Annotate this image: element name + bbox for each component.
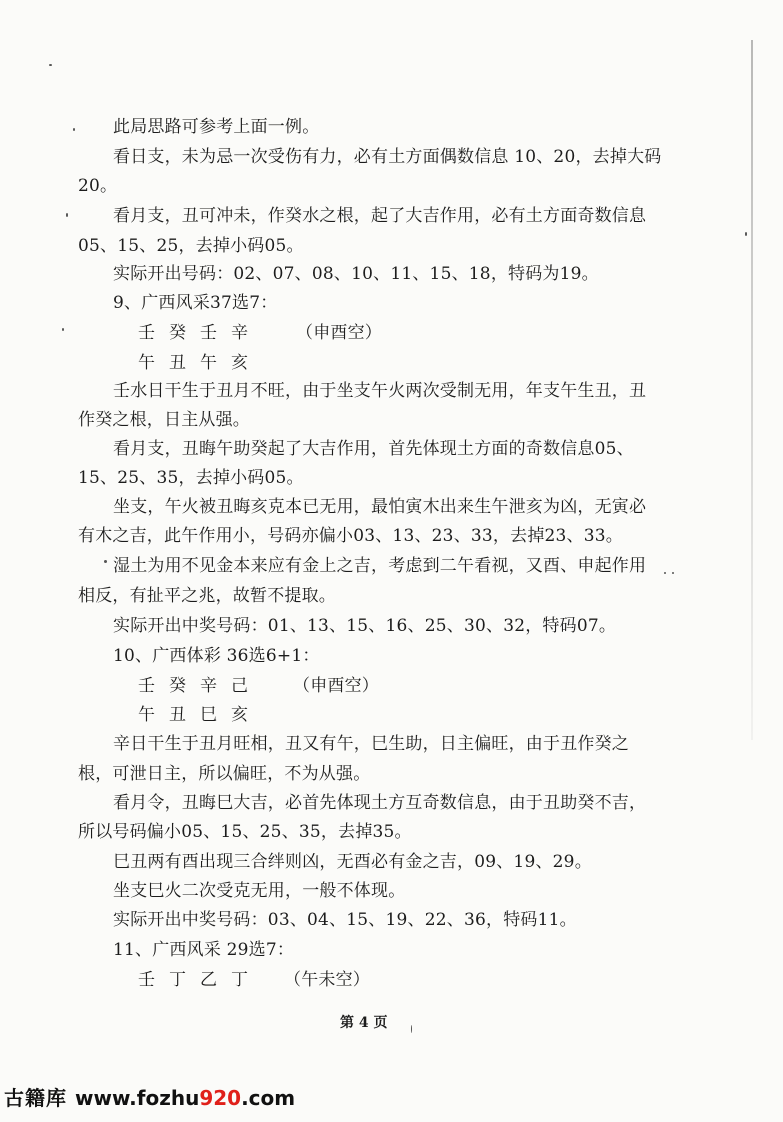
scan-speck bbox=[745, 232, 747, 236]
page-number: 第 4 页 bbox=[340, 1015, 388, 1031]
text-line: 坐支，午火被丑晦亥克本已无用，最怕寅木出来生午泄亥为凶，无寅必 bbox=[113, 497, 647, 517]
text-line: 05、15、25，去掉小码05。 bbox=[78, 236, 304, 256]
void-branches: （申酉空） bbox=[296, 323, 382, 343]
text-line: 此局思路可参考上面一例。 bbox=[113, 117, 320, 137]
void-branches: （午未空） bbox=[284, 970, 370, 990]
text-line: 有木之吉，此午作用小，号码亦偏小03、13、23、33，去掉23、33。 bbox=[78, 526, 623, 546]
text-line: 根，可泄日主，所以偏旺，不为从强。 bbox=[78, 764, 371, 784]
text-line: 巳丑两有酉出现三合绊则凶，无酉必有金之吉，09、19、29。 bbox=[113, 852, 592, 872]
ganzhi-stems bbox=[138, 969, 262, 991]
text-line: 壬水日干生于丑月不旺，由于坐支午火两次受制无用，年支午生丑，丑 bbox=[113, 381, 647, 401]
ganzhi-stems bbox=[138, 675, 262, 697]
text-line: 湿土为用不见金本来应有金上之吉，考虑到二午看视，又酉、申起作用 bbox=[113, 556, 647, 576]
text-line: 看月令，丑晦巳大吉，必首先体现土方互奇数信息，由于丑助癸不吉， bbox=[113, 793, 647, 813]
heavenly-stems: 壬丁乙丁 bbox=[138, 970, 262, 990]
heavenly-stems: 壬癸壬辛 bbox=[138, 323, 262, 343]
section-heading: 11、广西风采 29选7： bbox=[113, 940, 295, 960]
void-branches: （申酉空） bbox=[293, 676, 379, 696]
scan-speck bbox=[66, 213, 68, 217]
text-line: 看月支，丑晦午助癸起了大吉作用，首先体现土方面的奇数信息05、 bbox=[113, 439, 634, 459]
scan-speck bbox=[62, 328, 64, 331]
text-line: 坐支巳火二次受克无用，一般不体现。 bbox=[113, 881, 406, 901]
scan-speck bbox=[672, 572, 674, 574]
footer-domain: fozhu bbox=[136, 1086, 200, 1110]
heavenly-stems: 壬癸辛己 bbox=[138, 676, 262, 696]
text-line: 实际开出号码：02、07、08、10、11、15、18，特码为19。 bbox=[113, 264, 599, 284]
text-line: 实际开出中奖号码：03、04、15、19、22、36，特码11。 bbox=[113, 910, 577, 930]
scan-speck bbox=[104, 560, 107, 563]
text-line: 实际开出中奖号码：01、13、15、16、25、30、32，特码07。 bbox=[113, 616, 617, 636]
text-line: 作癸之根，日主从强。 bbox=[78, 410, 250, 430]
footer-tld: .com bbox=[241, 1086, 296, 1110]
text-line: 辛日干生于丑月旺相，丑又有午，巳生助，日主偏旺，由于丑作癸之 bbox=[113, 734, 629, 754]
section-heading: 9、广西风采37选7： bbox=[113, 293, 278, 313]
text-line: 20。 bbox=[78, 176, 118, 196]
site-footer bbox=[4, 1082, 295, 1111]
scan-speck bbox=[664, 572, 666, 574]
footer-number: 920 bbox=[199, 1086, 242, 1110]
footer-www: www. bbox=[75, 1086, 137, 1110]
text-line: 看月支，丑可冲未，作癸水之根，起了大吉作用，必有土方面奇数信息 bbox=[113, 206, 647, 226]
text-line: 相反，有扯平之兆，故暂不提取。 bbox=[78, 586, 336, 606]
scan-speck bbox=[49, 64, 52, 66]
text-line: 15、25、35，去掉小码05。 bbox=[78, 468, 304, 488]
earthly-branches: 午丑巳亥 bbox=[138, 705, 262, 725]
section-heading: 10、广西体彩 36选6+1： bbox=[113, 646, 320, 666]
ganzhi-branches bbox=[138, 352, 262, 374]
text-line: 所以号码偏小05、15、25、35，去掉35。 bbox=[78, 822, 412, 842]
scan-speck bbox=[411, 1025, 412, 1033]
ganzhi-branches bbox=[138, 704, 262, 726]
text-line: 看日支，未为忌一次受伤有力，必有土方面偶数信息 10、20，去掉大码 bbox=[113, 147, 662, 167]
scan-speck bbox=[73, 128, 75, 131]
earthly-branches: 午丑午亥 bbox=[138, 353, 262, 373]
scan-edge-shadow bbox=[751, 40, 753, 740]
footer-brand: 古籍库 bbox=[4, 1086, 67, 1110]
ganzhi-stems bbox=[138, 322, 262, 344]
